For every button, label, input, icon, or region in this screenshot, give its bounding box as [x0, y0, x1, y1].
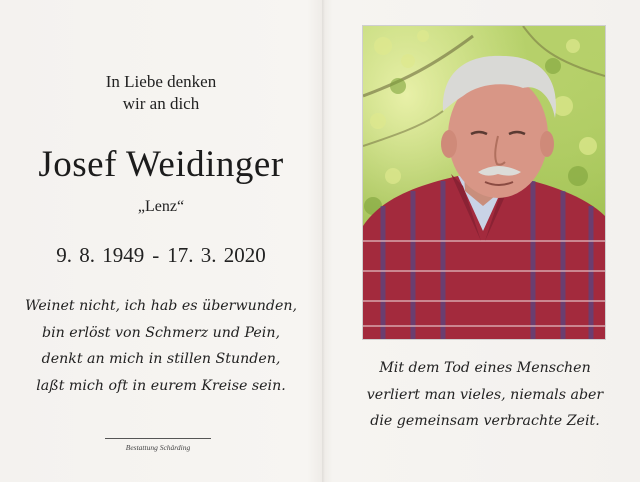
quote-line: verliert man vieles, niemals aber	[366, 386, 604, 403]
poem-line: bin erlöst von Schmerz und Pein,	[42, 324, 280, 341]
portrait-illustration	[363, 26, 605, 339]
portrait-photo	[362, 25, 606, 340]
nickname: „Lenz“	[137, 198, 185, 215]
poem	[0, 293, 322, 399]
date-separator: -	[152, 243, 160, 267]
footer-rule	[105, 438, 211, 439]
intro-line-1: In Liebe denken	[105, 72, 217, 91]
intro-text	[0, 71, 322, 115]
birth-date: 9. 8. 1949	[56, 243, 145, 267]
funeral-home-credit: Bestattung Schärding	[125, 443, 191, 452]
card-fold	[322, 0, 325, 482]
death-date: 17. 3. 2020	[167, 243, 266, 267]
quote-line: Mit dem Tod eines Menschen	[379, 360, 591, 376]
poem-line: Weinet nicht, ich hab es überwunden,	[24, 298, 298, 314]
quote-line: die gemeinsam verbrachte Zeit.	[370, 413, 600, 429]
deceased-name: Josef Weidinger	[38, 144, 284, 185]
poem-line: denkt an mich in stillen Stunden,	[41, 351, 281, 367]
life-dates	[0, 243, 322, 268]
intro-line-2: wir an dich	[122, 94, 200, 113]
poem-line: laßt mich oft in eurem Kreise sein.	[36, 377, 286, 394]
quote	[340, 355, 630, 435]
